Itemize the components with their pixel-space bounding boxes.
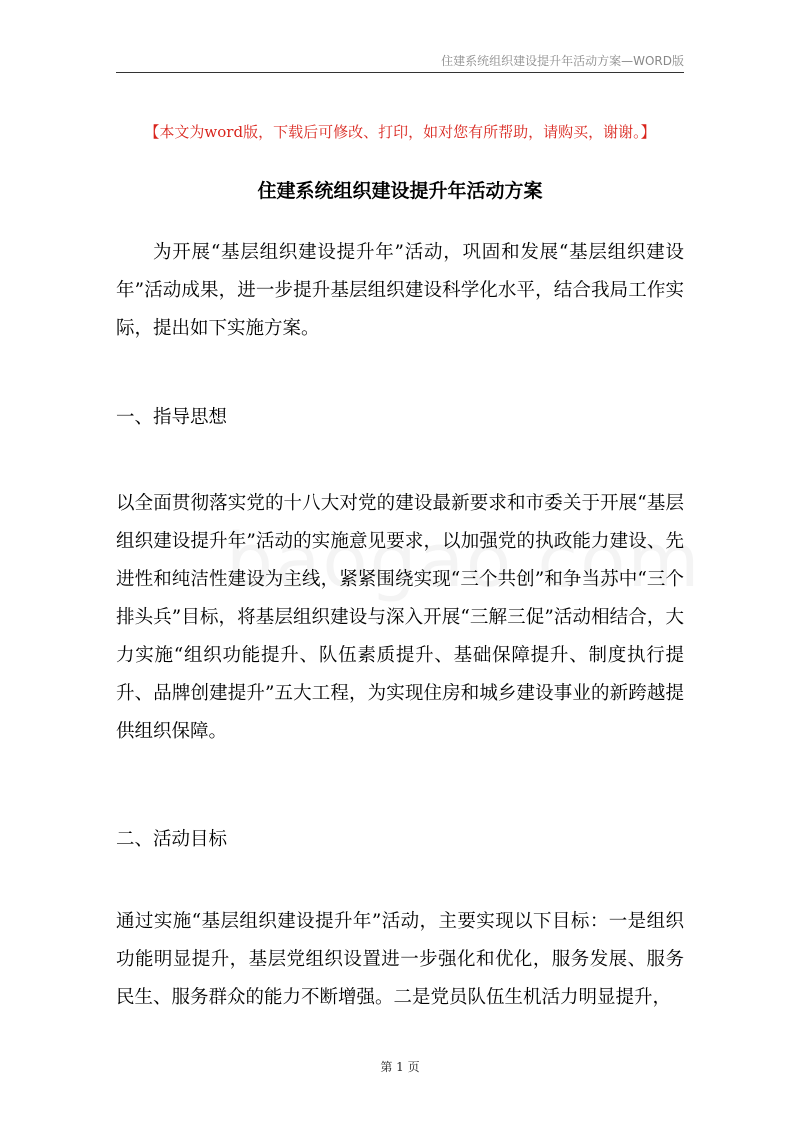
purchase-notice: 【本文为word版，下载后可修改、打印，如对您有所帮助，请购买，谢谢。】 bbox=[144, 123, 656, 141]
running-header: 住建系统组织建设提升年活动方案—WORD版 bbox=[441, 54, 684, 68]
section-heading-guiding-ideology: 一、指导思想 bbox=[116, 407, 228, 428]
header-divider bbox=[116, 72, 684, 73]
page-number: 第 1 页 bbox=[380, 1060, 420, 1074]
intro-paragraph: 为开展“基层组织建设提升年”活动，巩固和发展“基层组织建设年”活动成果，进一步提升基层组织建设科学化水平，结合我局工作实际，提出如下实施方案。 bbox=[116, 242, 684, 339]
guiding-ideology-paragraph: 以全面贯彻落实党的十八大对党的建设最新要求和市委关于开展“基层组织建设提升年”活动的实施意见要求，以加强党的执政能力建设、先进性和纯洁性建设为主线，紧紧围绕实现“三个共创”和争当苏中“三个排头兵”目标，将基层组织建设与深入开展“三解三促”活动相结合，大力实施“组织功能提升、队伍素质提升、基础保障提升、制度执行提升、品牌创建提升”五大工程，为实现住房和城乡建设事业的新跨越提供组织保障。 bbox=[116, 493, 684, 742]
document-title: 住建系统组织建设提升年活动方案 bbox=[257, 180, 543, 202]
watermark bbox=[226, 518, 701, 604]
activity-goals-paragraph: 通过实施“基层组织建设提升年”活动，主要实现以下目标：一是组织功能明显提升，基层党组织设置进一步强化和优化，服务发展、服务民生、服务群众的能力不断增强。二是党员队伍生机活力明显提升， bbox=[116, 911, 684, 1008]
section-heading-activity-goals: 二、活动目标 bbox=[116, 829, 228, 850]
